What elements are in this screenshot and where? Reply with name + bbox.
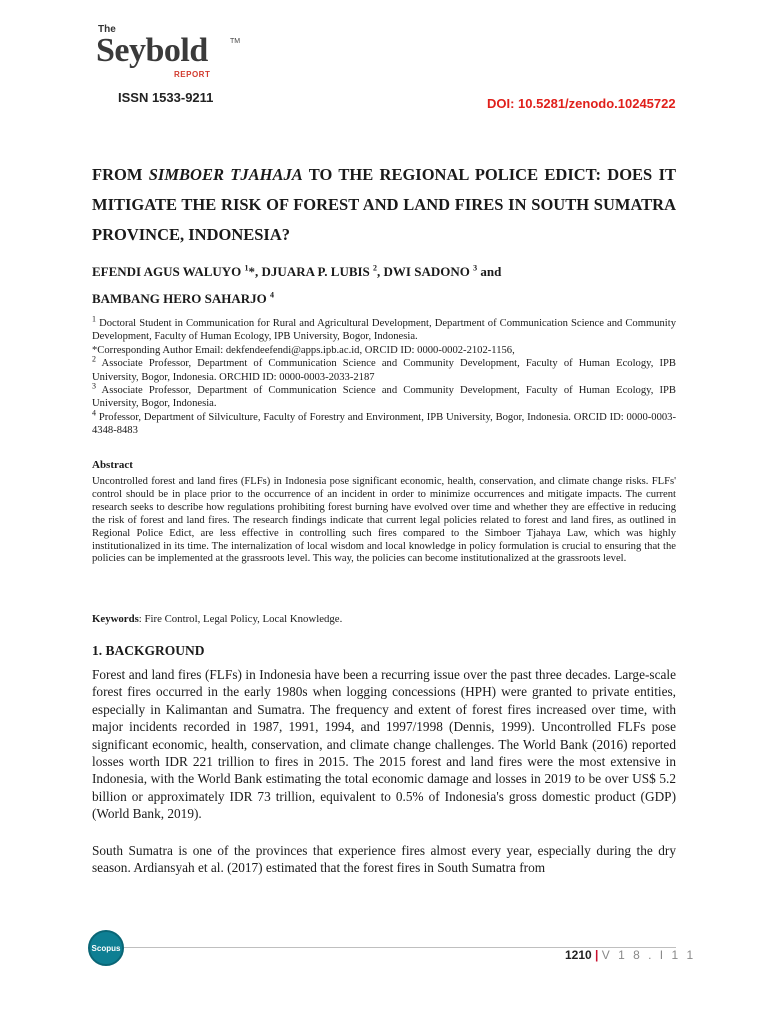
affiliations <box>92 314 676 438</box>
affiliation-item <box>92 314 676 344</box>
authors-and: and <box>477 264 502 279</box>
affiliation-text: Associate Professor, Department of Communication Science and Community Development, Faculty of Human Ecology, IPB University, Bogor, Indonesia. <box>92 385 676 410</box>
logo-the: The <box>98 24 116 35</box>
author-3-sup: 3 <box>473 263 478 273</box>
title-italic: SIMBOER TJAHAJA <box>148 165 303 184</box>
affiliation-text: Associate Professor, Department of Communication Science and Community Development, Faculty of Human Ecology, IPB University, Bogor, Indonesia. ORCHID ID: 0000-0003-2033-2187 <box>92 358 676 383</box>
keywords-label: Keywords <box>92 613 139 625</box>
abstract-text: Uncontrolled forest and land fires (FLFs) in Indonesia pose significant economic, health, conservation, and climate change risks. FLFs' control should be in place prior to the occurrence of an incident in order to minimize occurrences and mitigate impacts. The current research seeks to describe how regulations prohibiting forest burning have evolved over time and whether they are effective in reducing the risk of forest and land fires. The research findings indicate that current legal policies related to forest and land fires, as outlined in Regional Police Edict, are less effective in controlling such fires compared to the Simboer Tjahaya Law, which was highly institutionalized in its time. The internalization of local wisdom and local knowledge in policy formulation is crucial to ensuring that the policies can be implemented at the grassroots level. This way, the policies can become institutionalized at the grassroots level. <box>92 476 676 565</box>
affiliation-item <box>92 344 676 357</box>
logo-word: Seybold <box>96 32 208 69</box>
logo-report: REPORT <box>174 70 211 79</box>
corresponding-author: *Corresponding Author Email: dekfendeefendi@apps.ipb.ac.id, ORCID ID: 0000-0002-2102-1156, <box>92 344 515 356</box>
keywords <box>92 613 676 625</box>
page-number: 1210 <box>565 948 592 962</box>
affiliation-text: Doctoral Student in Communication for Rural and Agricultural Development, Department of Communication Science and Community Development, Faculty of Human Ecology, IPB University, Bogor, Indonesia. <box>92 318 676 343</box>
body-paragraph: Forest and land fires (FLFs) in Indonesia have been a recurring issue over the past three decades. Large-scale forest fires occurred in the early 1980s when logging concessions (HPH) were granted to private entities, especially in Kalimantan and Sumatra. The frequency and extent of forest fires increased over time, with major incidents recorded in 1987, 1991, 1994, and 1997/1998 (Dennis, 1999). Uncontrolled FLFs pose significant economic, health, conservation, and climate change challenges. The World Bank (2016) reported losses worth IDR 221 trillion to fires in 2015. The 2015 forest and land fires were the most extensive in Indonesia, with the World Bank estimating the total economic damage and losses in 2019 to be over US$ 5.2 billion or approximately IDR 73 trillion, equivalent to 0.5% of Indonesia's gross domestic product (GDP) (World Bank, 2019). <box>92 667 676 822</box>
author-3: , DWI SADONO <box>377 264 474 279</box>
title-part1: FROM <box>92 165 149 184</box>
logo-tm: TM <box>230 38 241 45</box>
author-1: EFENDI AGUS WALUYO <box>92 264 245 279</box>
scopus-label: Scopus <box>91 943 121 953</box>
authors-line-1 <box>92 264 682 280</box>
affiliation-sup: 4 <box>92 408 96 418</box>
scopus-badge <box>88 930 124 966</box>
author-4-sup: 4 <box>270 290 275 300</box>
author-2: *, DJUARA P. LUBIS <box>248 264 374 279</box>
doi-link[interactable]: DOI: 10.5281/zenodo.10245722 <box>487 96 676 111</box>
affiliation-item <box>92 408 676 438</box>
keywords-text: : Fire Control, Legal Policy, Local Knowledge. <box>138 613 343 625</box>
abstract-heading: Abstract <box>92 459 133 471</box>
affiliation-text: Professor, Department of Silviculture, Faculty of Forestry and Environment, IPB University, Bogor, Indonesia. ORCID ID: 0000-0003-4348-8483 <box>92 411 676 437</box>
authors-line-2 <box>92 291 682 307</box>
volume-issue: V 1 8 . I 1 1 <box>601 948 696 962</box>
author-4: BAMBANG HERO SAHARJO <box>92 291 271 306</box>
author-1-sup: 1 <box>244 263 249 273</box>
issn: ISSN 1533-9211 <box>118 90 214 105</box>
footer-separator: | <box>595 948 599 962</box>
section-heading: 1. BACKGROUND <box>92 643 205 658</box>
journal-logo <box>96 24 241 84</box>
body-paragraph: South Sumatra is one of the provinces that experience fires almost every year, especially during the dry season. Ardiansyah et al. (2017) estimated that the forest fires in South Sumatra from <box>92 843 676 876</box>
article-title <box>92 160 676 250</box>
page-footer <box>565 948 696 962</box>
affiliation-sup: 2 <box>92 354 96 364</box>
affiliation-sup: 3 <box>92 381 96 391</box>
affiliation-item <box>92 354 676 384</box>
affiliation-sup: 1 <box>92 314 96 324</box>
affiliation-item <box>92 381 676 411</box>
author-2-sup: 2 <box>373 263 378 273</box>
title-part2: TO THE REGIONAL POLICE EDICT: DOES IT MITIGATE THE RISK OF FOREST AND LAND FIRES IN SOUTH SUMATRA PROVINCE, INDONESIA? <box>92 165 676 244</box>
